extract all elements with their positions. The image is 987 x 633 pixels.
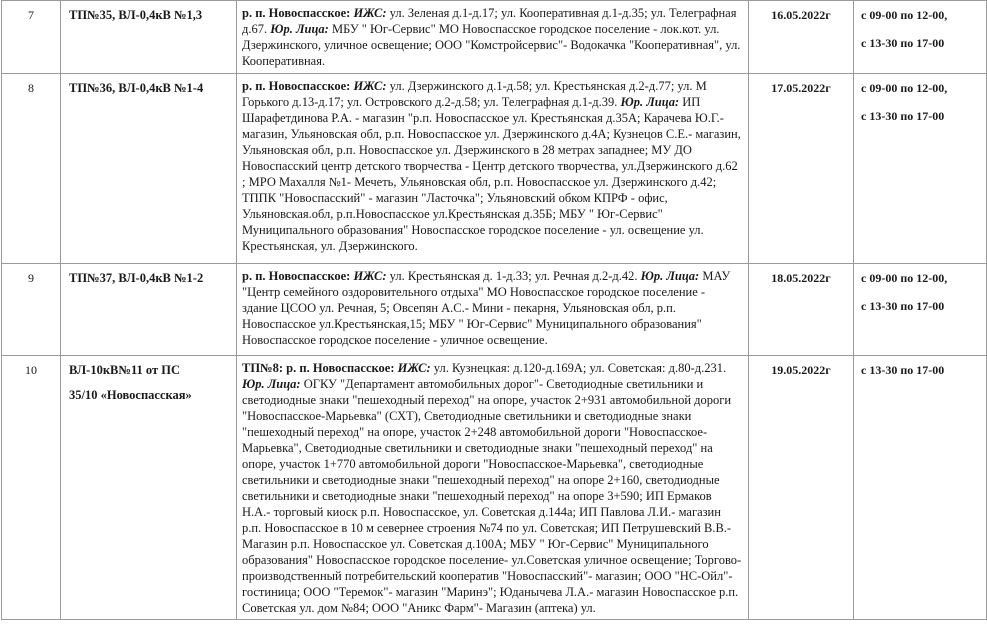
power-line-label: ВЛ-10кВ№11 от ПС [69,363,180,377]
settlement-label: р. п. Новоспасское: [242,6,351,20]
time-interval: с 13-30 по 17-00 [861,299,945,313]
time-interval: с 09-00 по 12-00, [861,81,948,95]
izhs-label: ИЖС: [397,361,431,375]
outage-time [854,356,987,620]
outage-schedule-table [1,0,987,620]
power-line-label: ТП№35, ВЛ-0,4кВ №1,3 [69,8,203,22]
outage-date: 17.05.2022г [749,74,854,264]
residential-streets: ул. Крестьянская д. 1-д.33; ул. Речная д.2-д.42. [386,269,638,283]
table-row [2,74,987,264]
power-line [61,1,237,74]
consumers-description [237,264,749,356]
row-number: 8 [2,74,61,264]
outage-date: 18.05.2022г [749,264,854,356]
table-row [2,1,987,74]
legal-entities-label: Юр. Лица: [270,22,329,36]
legal-entities-label: Юр. Лица: [640,269,700,283]
power-line-label: ТП№37, ВЛ-0,4кВ №1-2 [69,271,204,285]
legal-entities-label: Юр. Лица: [242,377,301,391]
izhs-label: ИЖС: [353,79,387,93]
outage-time [854,74,987,264]
time-interval: с 13-30 по 17-00 [861,109,945,123]
residential-streets: ул. Зеленая д.1-д.17; ул. Кооперативная д.1-д.35; ул. Телеграфная д.67. [242,6,737,36]
consumers-description [237,1,749,74]
residential-streets: ул. Дзержинского д.1-д.58; ул. Крестьянская д.2-д.77; ул. М Горького д.13-д.17; ул. Островского д.2-д.58; ул. Телеграфная д.1-д.39. [242,79,707,109]
legal-entities-label: Юр. Лица: [620,95,680,109]
power-line [61,74,237,264]
row-number: 9 [2,264,61,356]
time-interval: с 13-30 по 17-00 [861,36,945,50]
row-number: 7 [2,1,61,74]
settlement-label: ТП№8: р. п. Новоспасское: [242,361,395,375]
power-line [61,356,237,620]
settlement-label: р. п. Новоспасское: [242,79,351,93]
row-number: 10 [2,356,61,620]
table-row [2,264,987,356]
consumers-description [237,74,749,264]
outage-date: 16.05.2022г [749,1,854,74]
consumers-description [237,356,749,620]
outage-time [854,264,987,356]
settlement-label: р. п. Новоспасское: [242,269,351,283]
legal-entities-list: МАУ "Центр семейного оздоровительного отдыха" МО Новоспасское городское поселение - здание ЦСОО ул. Речная, 5; Овсепян А.С.- Мини - пекарня, Ульяновская обл, р.п. Новоспасское ул.Крестьянская,15; МБУ " Юг-Сервис" Муниципального образования" Новоспасское городское поселение - уличное освещение. [242,269,731,347]
izhs-label: ИЖС: [353,269,387,283]
residential-streets: ул. Кузнецкая: д.120-д.169А; ул. Советская: д.80-д.231. [430,361,727,375]
power-line [61,264,237,356]
legal-entities-list: ОГКУ "Департамент автомобильных дорог"- Светодиодные светильники и светодиодные знаки "пешеходный переход" на опоре, участок 2+931 автомобильной дороги "Новоспасское-Марьевка" (СХТ), Светодиодные светильники и светодиодные знаки "пешеходный переход" на опоре, участок 2+248 автомобильной дороги "Новоспасское-Марьевка", Светодиодные светильники и светодиодные знаки "пешеходный переход" на опоре, участок 1+770 автомобильной дороги "Новоспасское-Марьевка", светодиодные светильники и светодиодные знаки "пешеходный переход" на опоре 2+160, светодиодные светильники и светодиодные знаки "пешеходный переход" на опоре 3+590; ИП Ермаков Н.А.- торговый киоск р.п. Новоспасское, ул. Советская д.144а; ИП Павлова Л.И.- магазин р.п. Новоспасское в 10 м севернее строения №74 по ул. Советская; ИП Петрушевский В.В.- Магазин р.п. Новоспасское ул. Советская д.100А; МБУ " Юг-Сервис" Муниципального образования" Новоспасское городское поселение- ул.Советская уличное освещение; Торгово-производственный потребительский кооператив "Новоспасский"- магазин; ООО "НС-Ойл"- гостиница; ООО "Теремок"- магазин "Маринэ"; Юданычева Л.А.- магазин Новоспасское р.п. Советская ул. дом №84; ООО "Аникс Фарм"- Магазин (аптека) ул. [242,377,742,615]
time-interval: с 09-00 по 12-00, [861,271,948,285]
table-row [2,356,987,620]
time-interval: с 13-30 по 17-00 [861,363,945,377]
outage-date: 19.05.2022г [749,356,854,620]
outage-time [854,1,987,74]
legal-entities-list: ИП Шарафетдинова Р.А. - магазин "р.п. Новоспасское ул. Крестьянская д.35А; Карачева Ю.Г.- магазин, Ульяновская обл, р.п. Новоспасское ул. Дзержинского д.4А; Кузнецов С.Е.- магазин, Ульяновская обл, р.п. Новоспасское ул. Дзержинского в 28 метрах западнее; МУ ДО Новоспасский центр детского творчества - Центр детского творчества, ул.Дзержинского д.62 ; МРО Махалля №1- Мечеть, Ульяновская обл, р.п. Новоспасское ул. Дзержинского д.42; ТППК "Новоспасский" - магазин "Ласточка"; Ульяновский обком КПРФ - офис, Ульяновская.обл, р.п.Новоспасское ул.Крестьянская д.35Б; МБУ " Юг-Сервис" Муниципального образования" Новоспасское городское поселение - ул. освещение ул. Крестьянская, ул. Дзержинского. [242,95,741,253]
power-line-label: ТП№36, ВЛ-0,4кВ №1-4 [69,81,204,95]
legal-entities-list: МБУ " Юг-Сервис" МО Новоспасское городское поселение - лок.кот. ул. Дзержинского, уличное освещение; ООО "Комстройсервис"- Водокачка "Кооперативная", ул. Кооперативная. [242,22,741,68]
power-line-substation: 35/10 «Новоспасская» [69,388,192,402]
izhs-label: ИЖС: [353,6,387,20]
time-interval: с 09-00 по 12-00, [861,8,948,22]
